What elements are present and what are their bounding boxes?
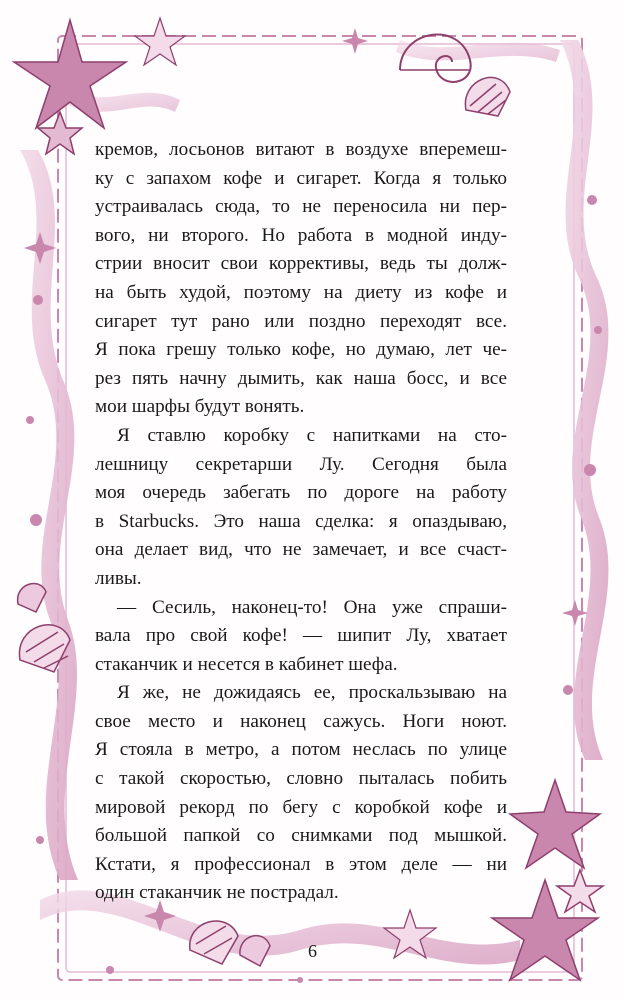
page-text bbox=[95, 136, 507, 908]
text-line: Я же, не дожидаясь ее, проскальзываю на bbox=[117, 682, 507, 704]
text-line: Я пока грешу только кофе, но думаю, лет че- bbox=[95, 339, 507, 361]
text-line: рез пять начну дымить, как наша босс, и все bbox=[95, 367, 507, 389]
paragraph-2 bbox=[95, 422, 507, 594]
text-line: на быть худой, поэтому на диету из кофе и bbox=[95, 281, 507, 303]
text-line: мировой рекорд по бегу с коробкой кофе и bbox=[95, 796, 507, 818]
text-line: большой папкой со снимками под мышкой. bbox=[95, 825, 507, 847]
text-line: кремов, лосьонов витают в воздухе вперемеш- bbox=[95, 139, 507, 160]
paragraph-3 bbox=[95, 594, 507, 680]
starfish-top bbox=[135, 18, 185, 65]
text-line: моя очередь забегать по дороге на работу bbox=[95, 482, 507, 504]
text-line: вала про свой кофе! — шипит Лу, хватает bbox=[95, 625, 507, 647]
text-line: стаканчик и несется в кабинет шефа. bbox=[95, 653, 398, 675]
text-line: мои шарфы будут вонять. bbox=[95, 396, 305, 418]
paragraph-4 bbox=[95, 679, 507, 908]
starfish-top-left bbox=[14, 20, 126, 154]
text-line: устраивалась сюда, то не переносила ни пер- bbox=[95, 196, 507, 218]
text-line: Я ставлю коробку с напитками на сто- bbox=[117, 424, 507, 446]
text-line: сигарет тут рано или поздно переходят все. bbox=[95, 310, 507, 332]
paragraph-1 bbox=[95, 136, 507, 422]
text-line: стрии вносит свои коррективы, ведь ты долж- bbox=[95, 253, 507, 275]
text-line: Я стояла в метро, а потом неслась по улице bbox=[95, 739, 507, 761]
text-line: Кстати, я профессионал в этом деле — ни bbox=[95, 853, 507, 875]
text-line: ливы. bbox=[95, 567, 142, 589]
text-line: свое место и наконец сажусь. Ноги ноют. bbox=[95, 710, 507, 732]
text-line: вого, ни второго. Но работа в модной инду- bbox=[95, 224, 507, 246]
page-number: 6 bbox=[308, 941, 317, 961]
text-line: лешницу секретарши Лу. Сегодня была bbox=[95, 453, 507, 475]
text-line: один стаканчик не пострадал. bbox=[95, 882, 339, 904]
text-line: ку с запахом кофе и сигарет. Когда я только bbox=[95, 167, 507, 189]
text-line: с такой скоростью, словно пыталась побить bbox=[95, 768, 507, 790]
scallop-shell-top-right bbox=[465, 77, 510, 116]
text-line: она делает вид, что не замечает, и все счаст- bbox=[95, 539, 507, 561]
text-line: — Сесиль, наконец-то! Она уже спраши- bbox=[117, 596, 507, 618]
text-line: в Starbucks. Это наша сделка: я опаздываю, bbox=[95, 510, 507, 532]
